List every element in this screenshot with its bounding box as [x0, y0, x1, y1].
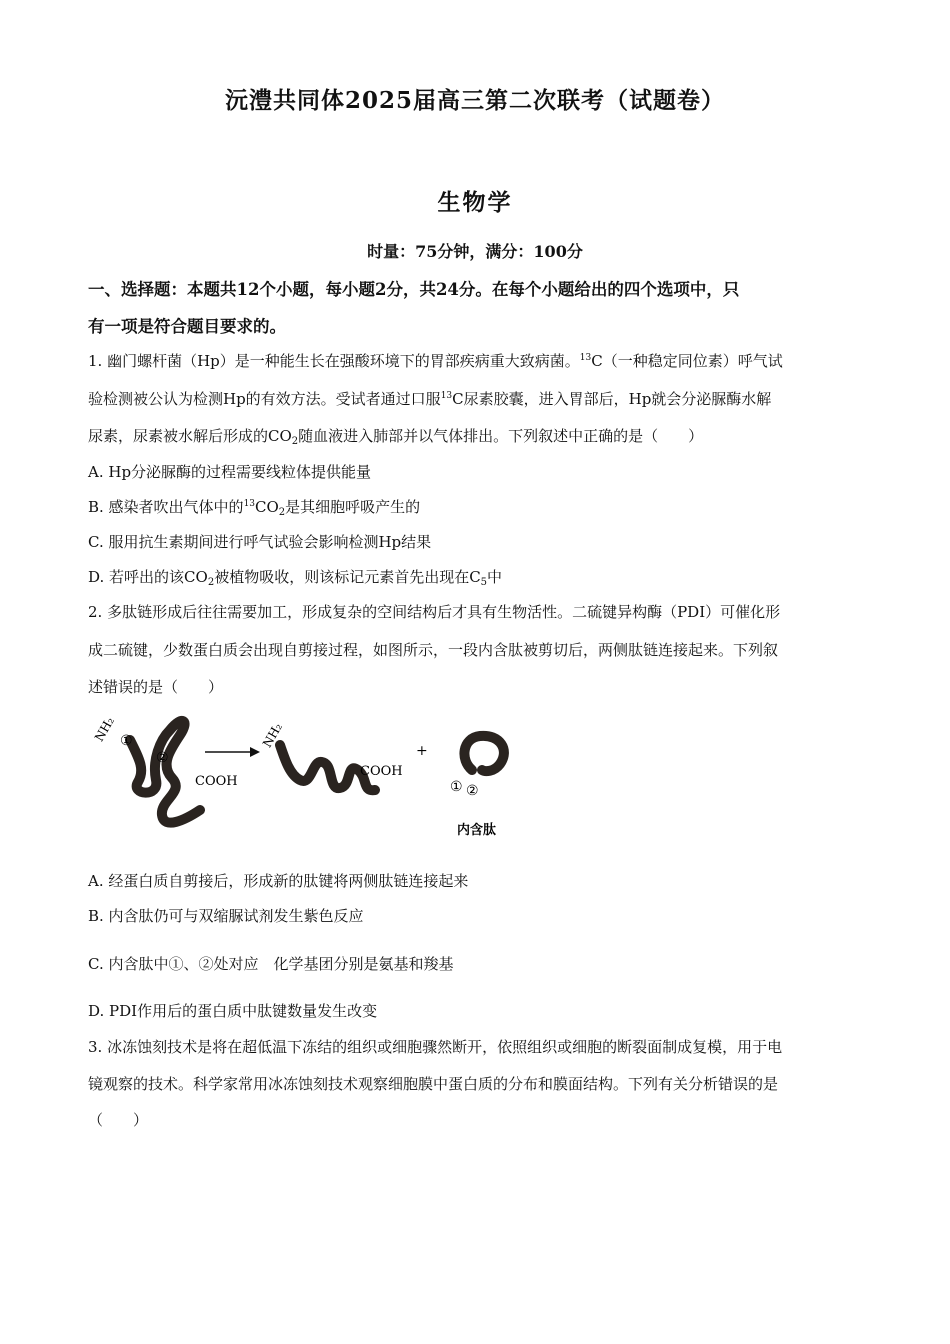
q1-text: 是其细胞呼吸产生的	[285, 498, 421, 516]
q1-option-a: A. Hp分泌脲酶的过程需要线粒体提供能量	[88, 463, 372, 481]
q1-text: D. 若呼出的该CO	[88, 568, 208, 586]
circle-2-label: ②	[156, 750, 169, 766]
superscript: 13	[440, 391, 453, 401]
q2-option-d: D. PDI作用后的蛋白质中肽键数量发生改变	[88, 1002, 378, 1020]
q3-stem-line2: 镜观察的技术。科学家常用冰冻蚀刻技术观察细胞膜中蛋白质的分布和膜面结构。下列有关分析错误的是	[88, 1075, 779, 1093]
intein-circle-2: ②	[466, 783, 479, 799]
subscript: 2	[278, 507, 286, 518]
plus-sign: +	[416, 743, 428, 759]
q1-text: 中	[487, 568, 503, 586]
q3-stem-line1: 3. 冰冻蚀刻技术是将在超低温下冻结的组织或细胞骤然断开，依照组织或细胞的断裂面制成复模，用于电	[88, 1038, 783, 1056]
arrow-head-icon	[250, 747, 260, 757]
subscript: 2	[291, 436, 299, 447]
time-score-info: 时量：75分钟，满分：100分	[367, 242, 583, 261]
nh2-label-right: NH₂	[259, 720, 285, 750]
q2-option-b: B. 内含肽仍可与双缩脲试剂发生紫色反应	[88, 907, 364, 925]
q1-text: 随血液进入肺部并以气体排出。下列叙述中正确的是（ ）	[298, 427, 704, 445]
subscript: 2	[207, 577, 215, 588]
q1-text: 尿素，尿素被水解后形成的CO	[88, 427, 292, 445]
q2-stem-line2: 成二硫键，少数蛋白质会出现自剪接过程，如图所示，一段内含肽被剪切后，两侧肽链连接起来。下列叙	[88, 641, 779, 659]
section-heading-line1: 一、选择题：本题共12个小题，每小题2分，共24分。在每个小题给出的四个选项中，只	[88, 280, 740, 299]
q3-stem-line3: （ ）	[88, 1111, 149, 1129]
precursor-peptide-chain	[130, 721, 200, 823]
cooh-label-right: COOH	[360, 764, 403, 779]
superscript: 13	[579, 353, 592, 363]
subject-heading: 生物学	[437, 189, 513, 216]
subscript: 5	[480, 577, 488, 588]
q1-text: B. 感染者吹出气体中的	[88, 498, 244, 516]
q1-option-b	[88, 496, 420, 518]
q1-text: CO	[255, 498, 279, 516]
q2-stem-line3: 述错误的是（ ）	[88, 678, 224, 696]
q2-option-a: A. 经蛋白质自剪接后，形成新的肽键将两侧肽链连接起来	[88, 872, 469, 890]
q1-text: C尿素胶囊，进入胃部后，Hp就会分泌脲酶水解	[452, 390, 772, 408]
intein-label: 内含肽	[457, 823, 497, 838]
q1-option-c: C. 服用抗生素期间进行呼气试验会影响检测Hp结果	[88, 533, 432, 551]
q1-stem-line2	[88, 388, 868, 409]
q1-text: 被植物吸收，则该标记元素首先出现在C	[214, 568, 481, 586]
superscript: 13	[243, 499, 256, 509]
intein-circle-1: ①	[450, 779, 463, 795]
exam-title: 沅澧共同体2025届高三第二次联考（试题卷）	[224, 87, 725, 114]
cooh-label-left: COOH	[195, 774, 238, 789]
q1-stem-line3	[88, 425, 868, 447]
intein-loop	[464, 736, 503, 771]
q1-text: 1. 幽门螺杆菌（Hp）是一种能生长在强酸环境下的胃部疾病重大致病菌。	[88, 352, 580, 370]
q1-text: 验检测被公认为检测Hp的有效方法。受试者通过口服	[88, 390, 441, 408]
q1-option-d	[88, 566, 502, 588]
section-heading-line2: 有一项是符合题目要求的。	[88, 317, 286, 336]
q1-text: C（一种稳定同位素）呼气试	[591, 352, 783, 370]
q1-stem-line1	[88, 350, 868, 371]
protein-splicing-figure	[90, 700, 530, 850]
nh2-label-left: NH₂	[91, 714, 117, 744]
q2-stem-line1: 2. 多肽链形成后往往需要加工，形成复杂的空间结构后才具有生物活性。二硫键异构酶（PDI）可催化形	[88, 603, 781, 621]
q2-option-c: C. 内含肽中①、②处对应 化学基团分别是氨基和羧基	[88, 955, 454, 973]
circle-1-label: ①	[120, 733, 133, 749]
